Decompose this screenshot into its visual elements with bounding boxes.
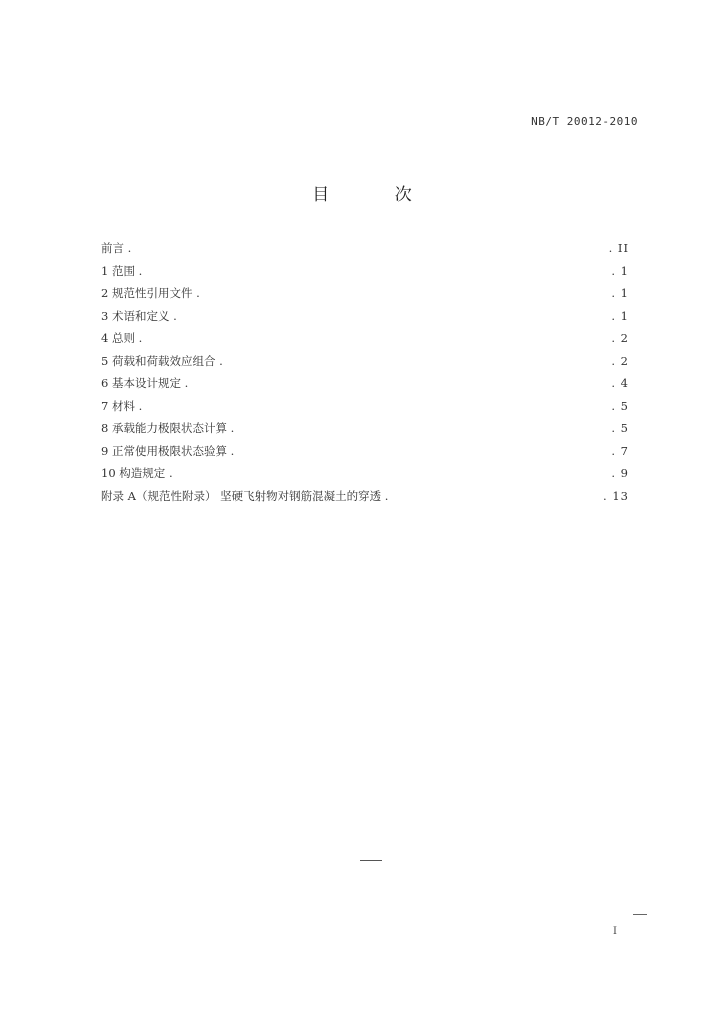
toc-entry-terms-definitions[interactable] bbox=[101, 305, 629, 328]
toc-entry-basic-design[interactable] bbox=[101, 372, 629, 395]
toc-entry-label: 附录 A（规范性附录） 坚硬飞射物对钢筋混凝土的穿透 . bbox=[101, 488, 389, 503]
toc-entry-appendix-a[interactable] bbox=[101, 485, 629, 508]
toc-entry-page: . 7 bbox=[611, 443, 629, 458]
toc-entry-page: . 5 bbox=[611, 398, 629, 413]
toc-entry-label: 10 构造规定 . bbox=[101, 466, 173, 480]
corner-mark bbox=[633, 914, 647, 915]
toc-entry-label: 8 承载能力极限状态计算 . bbox=[101, 421, 235, 435]
toc-entry-page: . 1 bbox=[611, 308, 629, 323]
toc-entry-foreword[interactable] bbox=[101, 237, 629, 260]
toc-entry-materials[interactable] bbox=[101, 395, 629, 418]
page-title: 目 次 bbox=[312, 185, 442, 205]
toc-entry-label: 6 基本设计规定 . bbox=[101, 376, 189, 390]
toc-entry-label: 2 规范性引用文件 . bbox=[101, 286, 200, 300]
page-number: I bbox=[613, 926, 617, 937]
toc-entry-label: 9 正常使用极限状态验算 . bbox=[101, 443, 235, 458]
toc-entry-page: . 2 bbox=[611, 353, 629, 368]
toc-entry-label: 1 范围 . bbox=[101, 263, 143, 278]
toc-entry-page: . II bbox=[608, 241, 629, 255]
toc-entry-serviceability-limit[interactable] bbox=[101, 440, 629, 463]
toc-entry-general[interactable] bbox=[101, 327, 629, 350]
toc-entry-label: 前言 . bbox=[101, 241, 132, 255]
toc-entry-page: . 13 bbox=[603, 488, 629, 503]
toc-entry-label: 7 材料 . bbox=[101, 398, 143, 413]
toc-entry-normative-references[interactable] bbox=[101, 282, 629, 305]
toc-entry-loads[interactable] bbox=[101, 350, 629, 373]
toc-entry-page: . 1 bbox=[611, 286, 629, 300]
toc-entry-label: 3 术语和定义 . bbox=[101, 308, 177, 323]
toc-entry-page: . 9 bbox=[611, 466, 629, 480]
toc-entry-page: . 4 bbox=[611, 376, 629, 390]
toc-entry-label: 4 总则 . bbox=[101, 331, 143, 345]
toc-entry-ultimate-limit[interactable] bbox=[101, 417, 629, 440]
table-of-contents bbox=[101, 237, 629, 507]
toc-entry-page: . 1 bbox=[611, 263, 629, 278]
document-code: NB/T 20012-2010 bbox=[531, 115, 638, 128]
toc-entry-detailing[interactable] bbox=[101, 462, 629, 485]
toc-entry-label: 5 荷载和荷载效应组合 . bbox=[101, 353, 223, 368]
toc-entry-page: . 5 bbox=[611, 421, 629, 435]
toc-entry-scope[interactable] bbox=[101, 260, 629, 283]
center-divider bbox=[360, 860, 382, 861]
toc-entry-page: . 2 bbox=[611, 331, 629, 345]
